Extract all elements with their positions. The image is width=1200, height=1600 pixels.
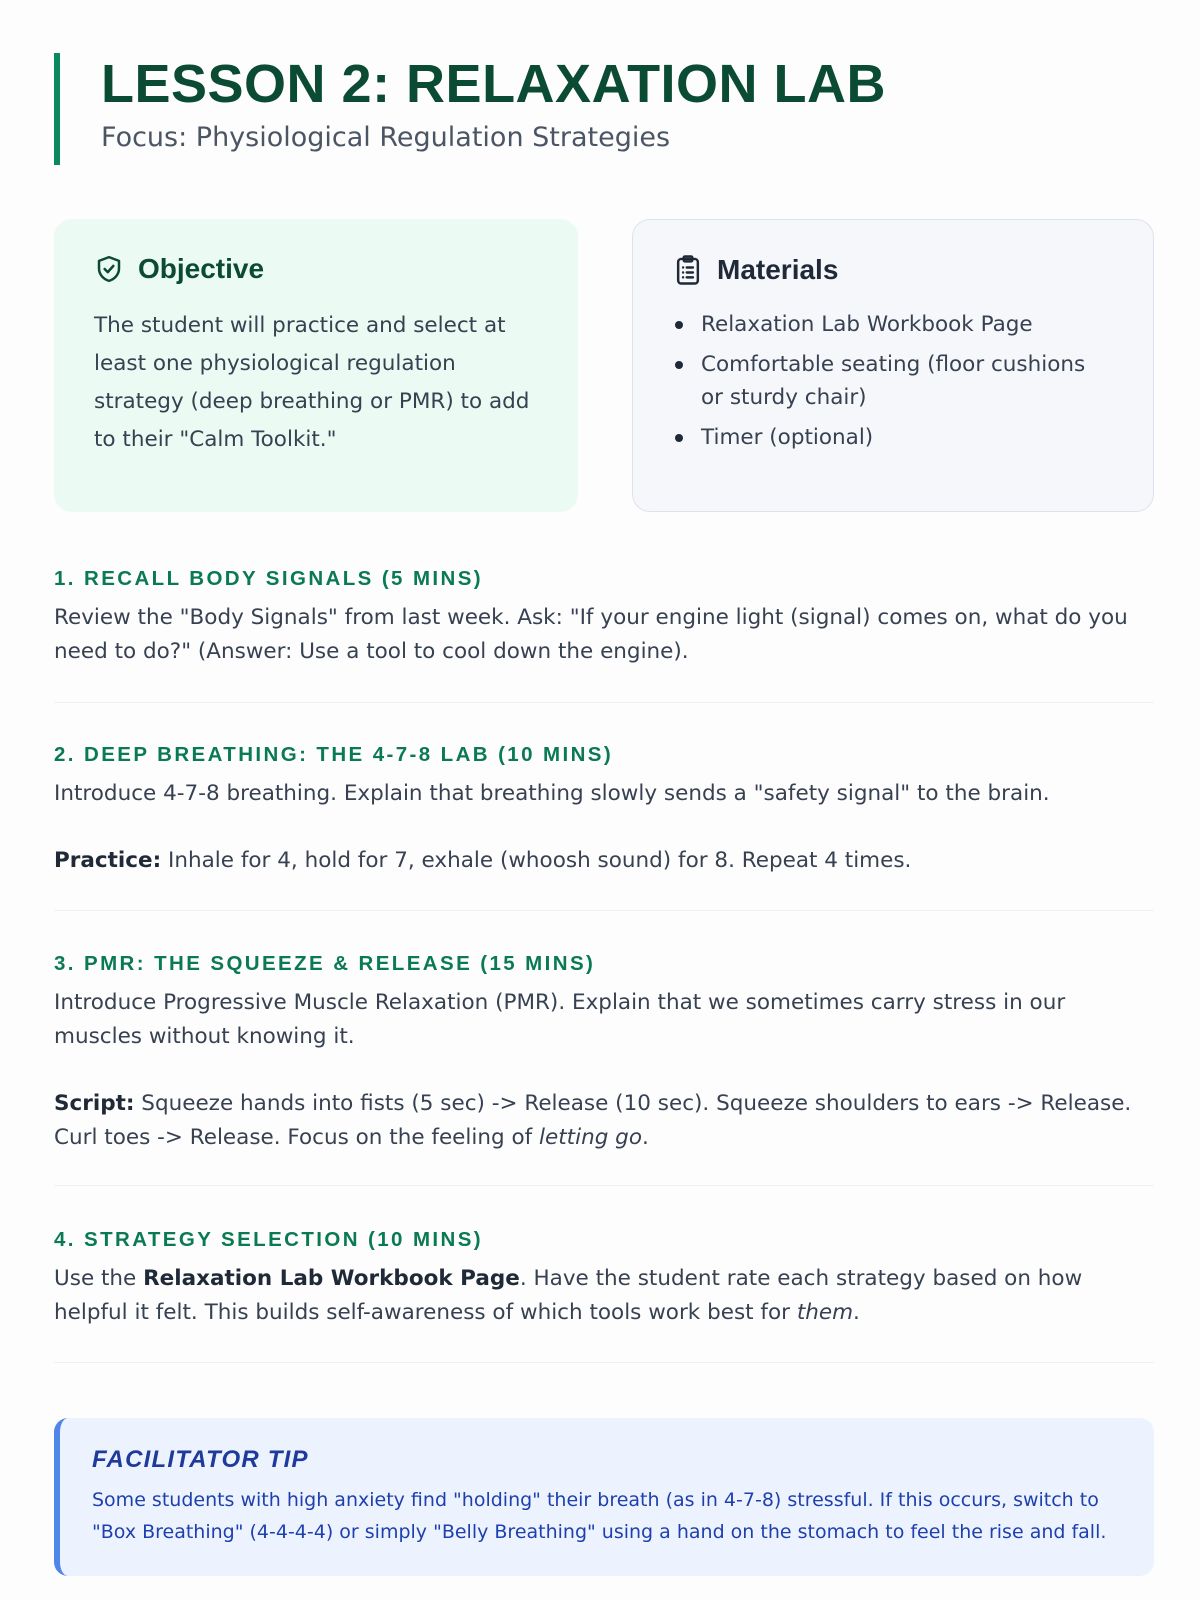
section-practice-text [54, 844, 1154, 878]
section-text: Review the "Body Signals" from last week. Ask: "If your engine light (signal) comes on, what do you need to do?" (Answer: Use a tool to cool down the engine). [54, 605, 1128, 664]
facilitator-tip-callout [54, 1418, 1154, 1576]
objective-body: The student will practice and select at least one physiological regulation strategy (deep breathing or PMR) to add to their "Calm Toolkit." [94, 313, 530, 452]
text-pre: Use the [54, 1266, 144, 1291]
section-heading: 4. STRATEGY SELECTION (10 MINS) [54, 1228, 484, 1251]
section-script-text [54, 1087, 1154, 1155]
section-text: Introduce Progressive Muscle Relaxation (PMR). Explain that we sometimes carry stress in our muscles without knowing it. [54, 990, 1066, 1049]
section-text [54, 1262, 1154, 1330]
section-deep-breathing [54, 743, 1154, 911]
objective-title: Objective [138, 253, 265, 284]
script-text-end: . [641, 1125, 649, 1150]
text-mid: . Have the student rate each strategy based on how helpful it felt. This builds self-awareness of which tools work best for [54, 1266, 1083, 1325]
tip-title: FACILITATOR TIP [92, 1446, 309, 1473]
materials-list [673, 308, 1113, 454]
script-text: Squeeze hands into fists (5 sec) -> Release (10 sec). Squeeze shoulders to ears -> Release. Curl toes -> Release. Focus on the feeling of [54, 1091, 1132, 1150]
materials-card-header [673, 254, 1113, 286]
text-emphasis: them [796, 1300, 854, 1325]
workbook-page-label: Relaxation Lab Workbook Page [143, 1266, 520, 1291]
section-heading: 2. DEEP BREATHING: THE 4-7-8 LAB (10 MINS) [54, 743, 614, 766]
materials-title: Materials [717, 254, 839, 285]
practice-label: Practice: [54, 848, 162, 873]
section-heading: 1. RECALL BODY SIGNALS (5 MINS) [54, 567, 484, 590]
practice-text: Inhale for 4, hold for 7, exhale (whoosh sound) for 8. Repeat 4 times. [161, 848, 912, 873]
materials-item: Comfortable seating (floor cushions or sturdy chair) [673, 348, 1113, 414]
page-title: LESSON 2: RELAXATION LAB [101, 54, 887, 114]
materials-card [632, 219, 1154, 512]
objective-card [54, 219, 578, 512]
section-text: Introduce 4-7-8 breathing. Explain that breathing slowly sends a "safety signal" to the brain. [54, 781, 1050, 806]
tip-body: Some students with high anxiety find "holding" their breath (as in 4-7-8) stressful. If this occurs, switch to "Box Breathing" (4-4-4-4) or simply "Belly Breathing" using a hand on the stomach to feel the rise and fall. [92, 1489, 1107, 1543]
section-strategy-selection [54, 1228, 1154, 1363]
clipboard-icon [673, 254, 703, 286]
text-end: . [853, 1300, 860, 1325]
materials-item: Relaxation Lab Workbook Page [673, 308, 1113, 341]
shield-check-icon [94, 254, 124, 284]
script-emphasis: letting go [539, 1125, 642, 1150]
materials-item: Timer (optional) [673, 421, 1113, 454]
script-label: Script: [54, 1091, 135, 1116]
section-recall-body-signals [54, 567, 1154, 703]
page-subtitle: Focus: Physiological Regulation Strategies [101, 122, 671, 153]
section-pmr [54, 952, 1154, 1186]
lesson-header [54, 53, 1154, 165]
objective-card-header [94, 253, 538, 285]
section-heading: 3. PMR: THE SQUEEZE & RELEASE (15 MINS) [54, 952, 596, 975]
